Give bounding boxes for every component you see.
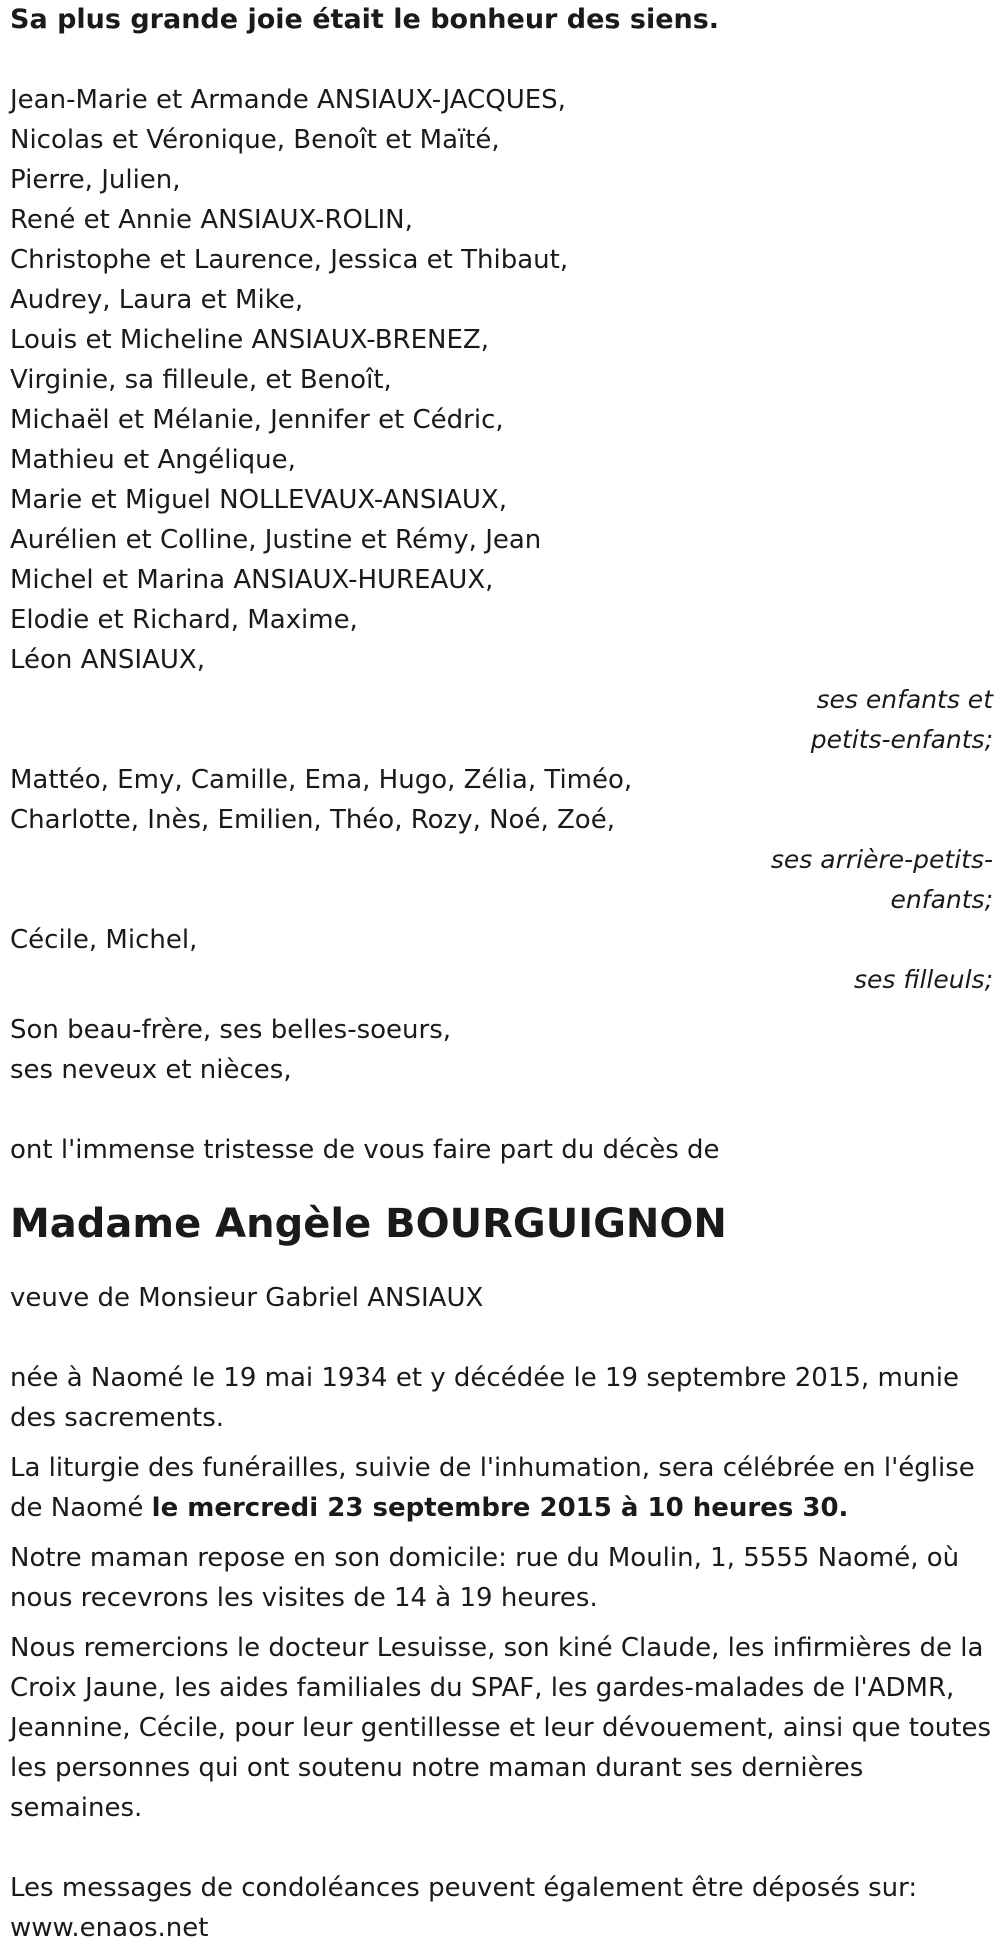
deceased-name: Madame Angèle BOURGUIGNON [10, 1201, 727, 1247]
great-grandchildren-line: Charlotte, Inès, Emilien, Théo, Rozy, Noé, Zoé, [10, 805, 615, 835]
family-line: Virginie, sa filleule, et Benoît, [10, 365, 392, 395]
family-line: Nicolas et Véronique, Benoît et Maïté, [10, 125, 500, 155]
great-grandchildren-label-line: enfants; [890, 885, 993, 914]
family-line: Michel et Marina ANSIAUX-HUREAUX, [10, 565, 494, 595]
family-line: Pierre, Julien, [10, 165, 181, 195]
funeral-text: La liturgie des funérailles, suivie de l'inhumation, sera célébrée en l'église de Naomé [10, 1453, 975, 1523]
birth-death-paragraph: née à Naomé le 19 mai 1934 et y décédée le 19 septembre 2015, munie des sacrements. [10, 1363, 959, 1433]
widow-of: veuve de Monsieur Gabriel ANSIAUX [10, 1283, 484, 1313]
family-line: René et Annie ANSIAUX-ROLIN, [10, 205, 413, 235]
great-grandchildren-list [10, 760, 995, 840]
family-line: Mathieu et Angélique, [10, 445, 296, 475]
godchildren-label: ses filleuls; [853, 965, 993, 994]
funeral-date: le mercredi 23 septembre 2015 à 10 heures 30. [151, 1493, 849, 1523]
extended-family-line: ses neveux et nièces, [10, 1055, 292, 1085]
godchildren-line: Cécile, Michel, [10, 925, 198, 955]
headline: Sa plus grande joie était le bonheur des siens. [10, 4, 720, 35]
family-line: Michaël et Mélanie, Jennifer et Cédric, [10, 405, 504, 435]
rest-paragraph: Notre maman repose en son domicile: rue du Moulin, 1, 5555 Naomé, où nous recevrons les visites de 14 à 19 heures. [10, 1543, 960, 1613]
family-line: Aurélien et Colline, Justine et Rémy, Jean [10, 525, 542, 555]
great-grandchildren-label-line: ses arrière-petits- [770, 845, 993, 874]
condolences-paragraph [10, 1868, 995, 1948]
thanks-paragraph: Nous remercions le docteur Lesuisse, son kiné Claude, les infirmières de la Croix Jaune, les aides familiales du SPAF, les gardes-malades de l'ADMR, Jeannine, Cécile, pour leur gentillesse et leur dévouement, ainsi que toutes les personnes qui ont soutenu notre maman durant ses dernières semaines. [10, 1633, 992, 1823]
condolences-text: Les messages de condoléances peuvent également être déposés sur: [10, 1873, 918, 1903]
children-label [10, 680, 995, 760]
children-label-line: ses enfants et [816, 685, 993, 714]
extended-family-line: Son beau-frère, ses belles-soeurs, [10, 1015, 452, 1045]
family-line: Elodie et Richard, Maxime, [10, 605, 358, 635]
great-grandchildren-label [10, 840, 995, 920]
obituary-notice [10, 0, 995, 1948]
family-line: Christophe et Laurence, Jessica et Thibaut, [10, 245, 569, 275]
children-label-line: petits-enfants; [810, 725, 993, 754]
children-list [10, 80, 995, 680]
family-line: Audrey, Laura et Mike, [10, 285, 304, 315]
family-line: Marie et Miguel NOLLEVAUX-ANSIAUX, [10, 485, 507, 515]
family-line: Léon ANSIAUX, [10, 645, 205, 675]
announcement: ont l'immense tristesse de vous faire part du décès de [10, 1135, 720, 1165]
condolences-url[interactable]: www.enaos.net [10, 1913, 209, 1943]
extended-family [10, 1010, 995, 1090]
family-line: Jean-Marie et Armande ANSIAUX-JACQUES, [10, 85, 566, 115]
family-line: Louis et Micheline ANSIAUX-BRENEZ, [10, 325, 489, 355]
funeral-paragraph [10, 1448, 995, 1528]
great-grandchildren-line: Mattéo, Emy, Camille, Ema, Hugo, Zélia, Timéo, [10, 765, 633, 795]
